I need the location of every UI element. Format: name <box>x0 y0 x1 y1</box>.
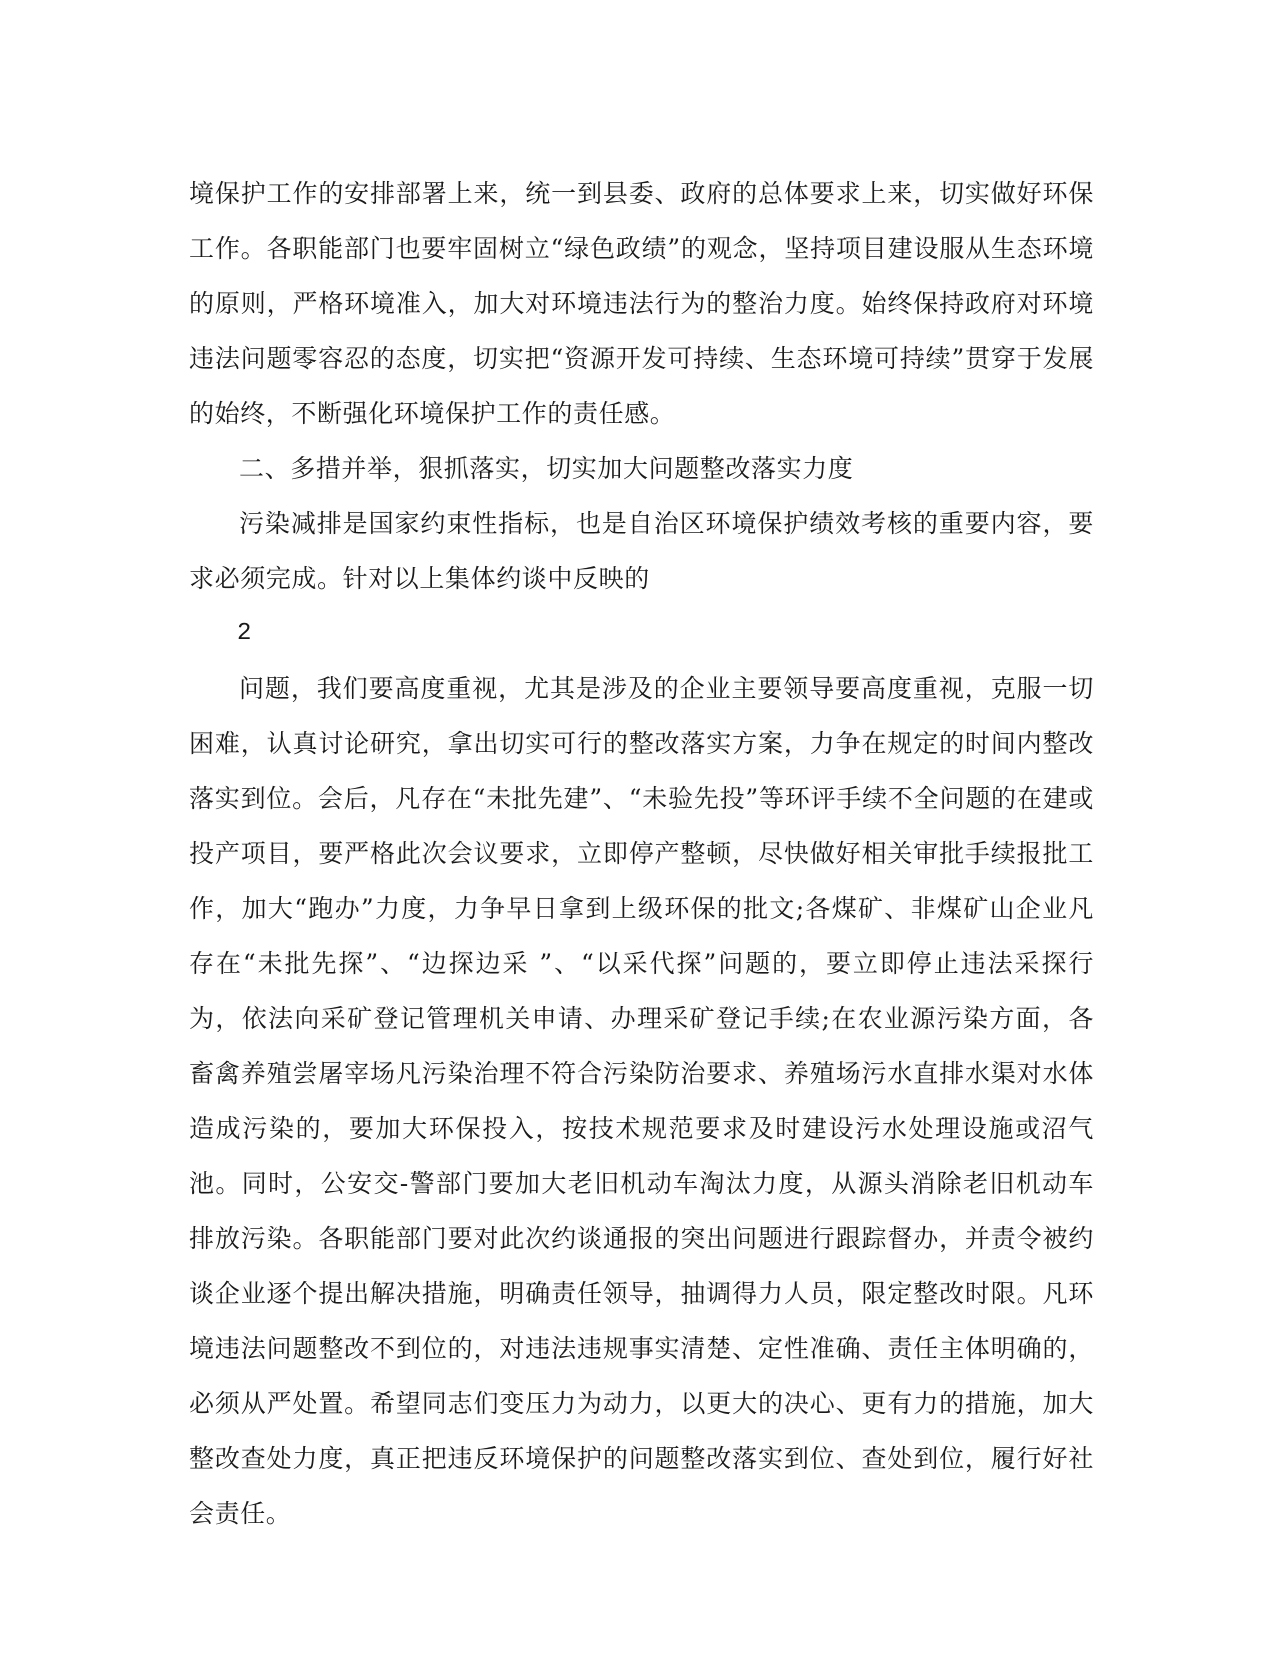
document-body <box>189 166 1094 1541</box>
paragraph-emission-reduction: 污染减排是国家约束性指标，也是自治区环境保护绩效考核的重要内容，要求必须完成。针对以上集体约谈中反映的 <box>189 509 1094 593</box>
paragraph-continued-from-previous-page: 境保护工作的安排部署上来，统一到县委、政府的总体要求上来，切实做好环保工作。各职能部门也要牢固树立“绿色政绩”的观念，坚持项目建设服从生态环境的原则，严格环境准入，加大对环境违法行为的整治力度。始终保持政府对环境违法问题零容忍的态度，切实把“资源开发可持续、生态环境可持续”贯穿于发展的始终，不断强化环境保护工作的责任感。 <box>189 179 1094 428</box>
section-heading-two: 二、多措并举，狠抓落实，切实加大问题整改落实力度 <box>239 454 854 483</box>
paragraph-rectification-requirements: 问题，我们要高度重视，尤其是涉及的企业主要领导要高度重视，克服一切困难，认真讨论研究，拿出切实可行的整改落实方案，力争在规定的时间内整改落实到位。会后，凡存在“未批先建”、“未验先投”等环评手续不全问题的在建或投产项目，要严格此次会议要求，立即停产整顿，尽快做好相关审批手续报批工作，加大“跑办”力度，力争早日拿到上级环保的批文;各煤矿、非煤矿山企业凡存在“未批先探”、“边探边采 ”、“以采代探”问题的，要立即停止违法采探行为，依法向采矿登记管理机关申请、办理采矿登记手续;在农业源污染方面，各畜禽养殖尝屠宰场凡污染治理不符合污染防治要求、养殖场污水直排水渠对水体造成污染的，要加大环保投入，按技术规范要求及时建设污水处理设施或沼气池。同时，公安交-警部门要加大老旧机动车淘汰力度，从源头消除老旧机动车排放污染。各职能部门要对此次约谈通报的突出问题进行跟踪督办，并责令被约谈企业逐个提出解决措施，明确责任领导，抽调得力人员，限定整改时限。凡环境违法问题整改不到位的，对违法违规事实清楚、定性准确、责任主体明确的，必须从严处置。希望同志们变压力为动力，以更大的决心、更有力的措施，加大整改查处力度，真正把违反环境保护的问题整改落实到位、查处到位，履行好社会责任。 <box>189 674 1094 1528</box>
page-number: 2 <box>237 620 253 647</box>
